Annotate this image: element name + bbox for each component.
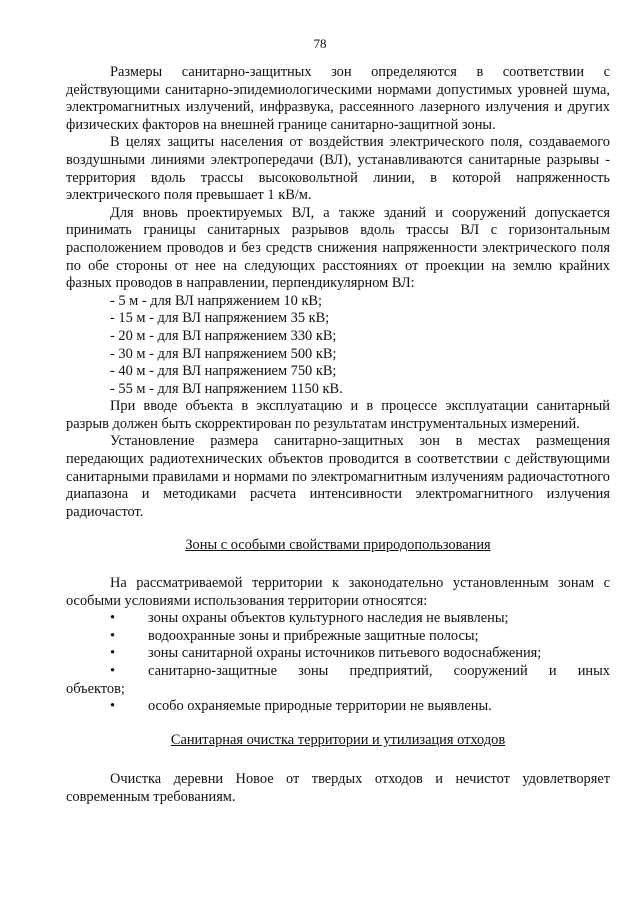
page-number: 78 — [313, 36, 327, 51]
paragraph-commissioning: При вводе объекта в эксплуатацию и в процессе эксплуатации санитарный разрыв должен быть скорректирован по результатам инструментальных измерений. — [66, 398, 610, 432]
list-item — [66, 628, 610, 646]
list-item-continuation: объектов; — [66, 680, 125, 697]
distance-item: - 5 м - для ВЛ напряжением 10 кВ; — [110, 292, 323, 309]
bullet-icon: • — [110, 627, 116, 644]
distance-list — [66, 293, 610, 399]
distance-item: - 55 м - для ВЛ напряжением 1150 кВ. — [110, 380, 343, 397]
bullet-icon: • — [110, 610, 116, 627]
list-item-text: санитарно-защитные зоны предприятий, сооружений и иных — [148, 663, 610, 679]
section-heading-waste: Санитарная очистка территории и утилизация отходов — [170, 731, 506, 748]
distance-item: - 20 м - для ВЛ напряжением 330 кВ; — [110, 327, 337, 344]
paragraph-zones-intro: На рассматриваемой территории к законодательно установленным зонам с особыми условиями использования территории относятся: — [66, 575, 610, 609]
list-item — [66, 610, 610, 628]
paragraph-new-lines: Для вновь проектируемых ВЛ, а также зданий и сооружений допускается принимать границы санитарных разрывов вдоль трассы ВЛ с горизонтальным расположением проводов и без средств снижения напряженности электрического поля по обе стороны от нее на следующих расстояниях от проекции на землю крайних фазных проводов в направлении, перпендикулярном ВЛ: — [66, 204, 610, 292]
list-item — [66, 663, 610, 698]
paragraph-sanitary-zones: Размеры санитарно-защитных зон определяются в соответствии с действующими санитарно-эпидемиологическими нормами допустимых уровней шума, электромагнитных излучений, инфразвука, рассеянного лазерного излучения и других физических факторов на внешней границе санитарно-защитной зоны. — [66, 64, 610, 133]
distance-item: - 15 м - для ВЛ напряжением 35 кВ; — [110, 310, 330, 327]
distance-item: - 30 м - для ВЛ напряжением 500 кВ; — [110, 345, 337, 362]
page-content — [66, 64, 610, 807]
list-item-text: зоны санитарной охраны источников питьевого водоснабжения; — [148, 645, 542, 662]
list-item-text: водоохранные зоны и прибрежные защитные полосы; — [148, 627, 479, 644]
zones-bullet-list — [66, 610, 610, 716]
bullet-icon: • — [110, 645, 116, 662]
distance-item: - 40 м - для ВЛ напряжением 750 кВ; — [110, 363, 337, 380]
bullet-icon: • — [110, 663, 116, 679]
list-item — [66, 698, 610, 716]
section-heading-special-zones: Зоны с особыми свойствами природопользования — [185, 537, 491, 554]
paragraph-waste: Очистка деревни Новое от твердых отходов и нечистот удовлетворяет современным требованиям. — [66, 771, 610, 805]
bullet-icon: • — [110, 698, 116, 715]
list-item-text: особо охраняемые природные территории не выявлены. — [148, 698, 492, 715]
paragraph-radio-objects: Установление размера санитарно-защитных зон в местах размещения передающих радиотехнических объектов проводится в соответствии с действующими санитарными правилами и нормами по электромагнитным излучениям радиочастотного диапазона и методиками расчета интенсивности электромагнитного излучения радиочастот. — [66, 433, 610, 520]
list-item-text: зоны охраны объектов культурного наследия не выявлены; — [148, 610, 509, 627]
paragraph-power-lines: В целях защиты населения от воздействия электрического поля, создаваемого воздушными линиями электропередачи (ВЛ), устанавливаются санитарные разрывы - территория вдоль трассы высоковольтной линии, в которой напряженность электрического поля превышает 1 кВ/м. — [66, 134, 610, 204]
list-item — [66, 645, 610, 663]
